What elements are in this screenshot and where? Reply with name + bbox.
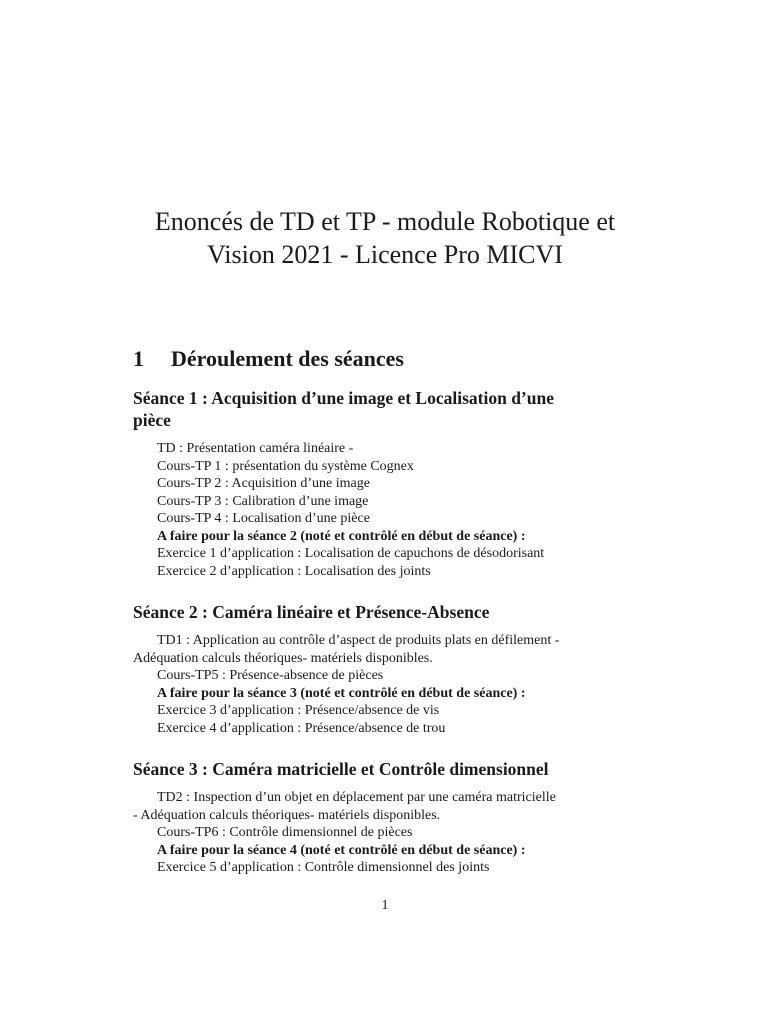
session-3-homework-heading: A faire pour la séance 4 (noté et contrôlé en début de séance) : <box>157 842 526 858</box>
session-3-line: Cours-TP6 : Contrôle dimensionnel de pièces <box>157 825 413 840</box>
session-1-heading <box>133 387 638 431</box>
session-2 <box>133 601 638 737</box>
session-1-line: TD : Présentation caméra linéaire - <box>157 441 354 456</box>
title-line-2: Vision 2021 - Licence Pro MICVI <box>207 240 563 269</box>
section-title-text: Déroulement des séances <box>171 346 404 371</box>
session-2-line: Adéquation calculs théoriques- matériels disponibles. <box>133 650 433 666</box>
session-2-heading: Séance 2 : Caméra linéaire et Présence-Absence <box>133 602 490 622</box>
session-2-exercise: Exercice 3 d’application : Présence/absence de vis <box>157 703 440 718</box>
session-1-line: Cours-TP 3 : Calibration d’une image <box>157 493 369 509</box>
session-2-line: TD1 : Application au contrôle d’aspect de produits plats en défilement - <box>157 633 560 648</box>
session-1-heading-line-2: pièce <box>133 410 171 430</box>
section-heading <box>133 346 404 372</box>
session-2-exercise: Exercice 4 d’application : Présence/absence de trou <box>157 720 446 736</box>
session-1-heading-line-1: Séance 1 : Acquisition d’une image et Localisation d’une <box>133 388 554 408</box>
session-3-body <box>133 789 638 877</box>
session-2-body <box>133 632 638 737</box>
session-1 <box>133 387 638 580</box>
session-3-line: - Adéquation calculs théoriques- matériels disponibles. <box>133 807 441 823</box>
session-3 <box>133 758 638 877</box>
section-number: 1 <box>133 346 144 371</box>
document-title <box>80 205 690 271</box>
session-3-exercise: Exercice 5 d’application : Contrôle dimensionnel des joints <box>157 860 490 875</box>
session-1-exercise: Exercice 1 d’application : Localisation de capuchons de désodorisant <box>157 546 545 561</box>
page-number: 1 <box>381 898 389 913</box>
session-2-homework-heading: A faire pour la séance 3 (noté et contrôlé en début de séance) : <box>157 685 526 701</box>
session-1-body <box>133 440 638 580</box>
session-2-line: Cours-TP5 : Présence-absence de pièces <box>157 668 384 683</box>
session-1-line: Cours-TP 4 : Localisation d’une pièce <box>157 511 370 526</box>
session-3-heading: Séance 3 : Caméra matricielle et Contrôle dimensionnel <box>133 759 549 779</box>
session-1-homework-heading: A faire pour la séance 2 (noté et contrôlé en début de séance) : <box>157 528 526 544</box>
session-1-exercise: Exercice 2 d’application : Localisation des joints <box>157 563 431 579</box>
title-line-1: Enoncés de TD et TP - module Robotique et <box>154 207 616 236</box>
session-3-line: TD2 : Inspection d’un objet en déplacement par une caméra matricielle <box>157 790 556 805</box>
session-1-line: Cours-TP 1 : présentation du système Cognex <box>157 458 414 474</box>
session-1-line: Cours-TP 2 : Acquisition d’une image <box>157 476 370 491</box>
